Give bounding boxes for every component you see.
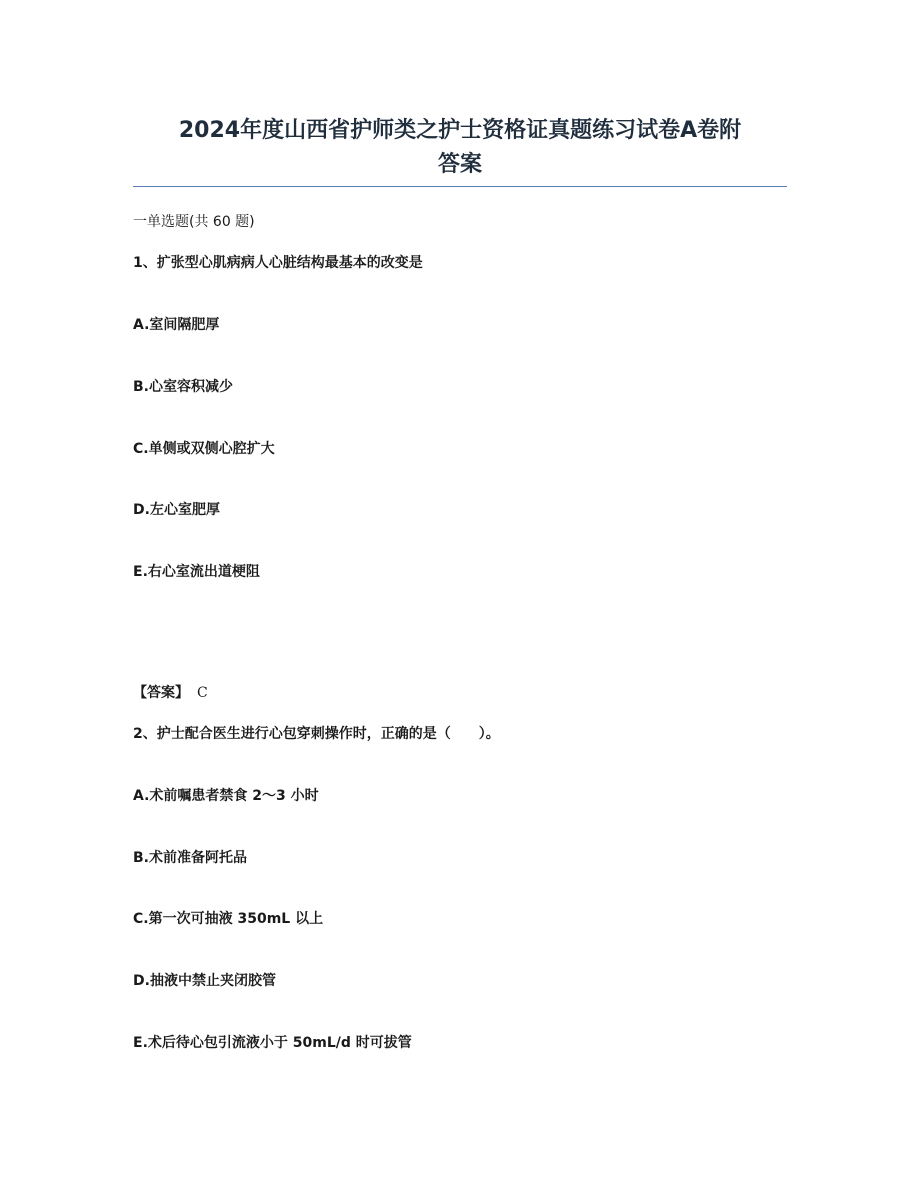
question-2-option-a: A.术前嘱患者禁食 2～3 小时 — [133, 788, 319, 804]
question-2-option-b: B.术前准备阿托品 — [133, 850, 247, 866]
answer-value: C — [197, 685, 208, 701]
title-line-1: 2024年度山西省护师类之护士资格证真题练习试卷A卷附 — [178, 118, 742, 143]
title-divider — [133, 186, 787, 187]
question-2-stem: 2、护士配合医生进行心包穿刺操作时，正确的是（ ）。 — [133, 726, 500, 742]
question-1-stem: 1、扩张型心肌病病人心脏结构最基本的改变是 — [133, 255, 423, 271]
question-1-option-c: C.单侧或双侧心腔扩大 — [133, 441, 275, 457]
question-2-option-d: D.抽液中禁止夹闭胶管 — [133, 973, 276, 989]
question-1-answer — [133, 683, 208, 703]
question-1-option-b: B.心室容积减少 — [133, 379, 233, 395]
document-title — [133, 114, 787, 182]
question-2-option-c: C.第一次可抽液 350mL 以上 — [133, 911, 324, 927]
answer-label: 【答案】 — [133, 685, 189, 701]
title-line-2: 答案 — [437, 152, 482, 177]
question-1-option-d: D.左心室肥厚 — [133, 502, 220, 518]
question-2-option-e: E.术后待心包引流液小于 50mL/d 时可拔管 — [133, 1035, 412, 1051]
question-1-option-a: A.室间隔肥厚 — [133, 317, 220, 333]
question-1-option-e: E.右心室流出道梗阻 — [133, 564, 260, 580]
section-header: 一单选题(共 60 题) — [133, 214, 255, 230]
